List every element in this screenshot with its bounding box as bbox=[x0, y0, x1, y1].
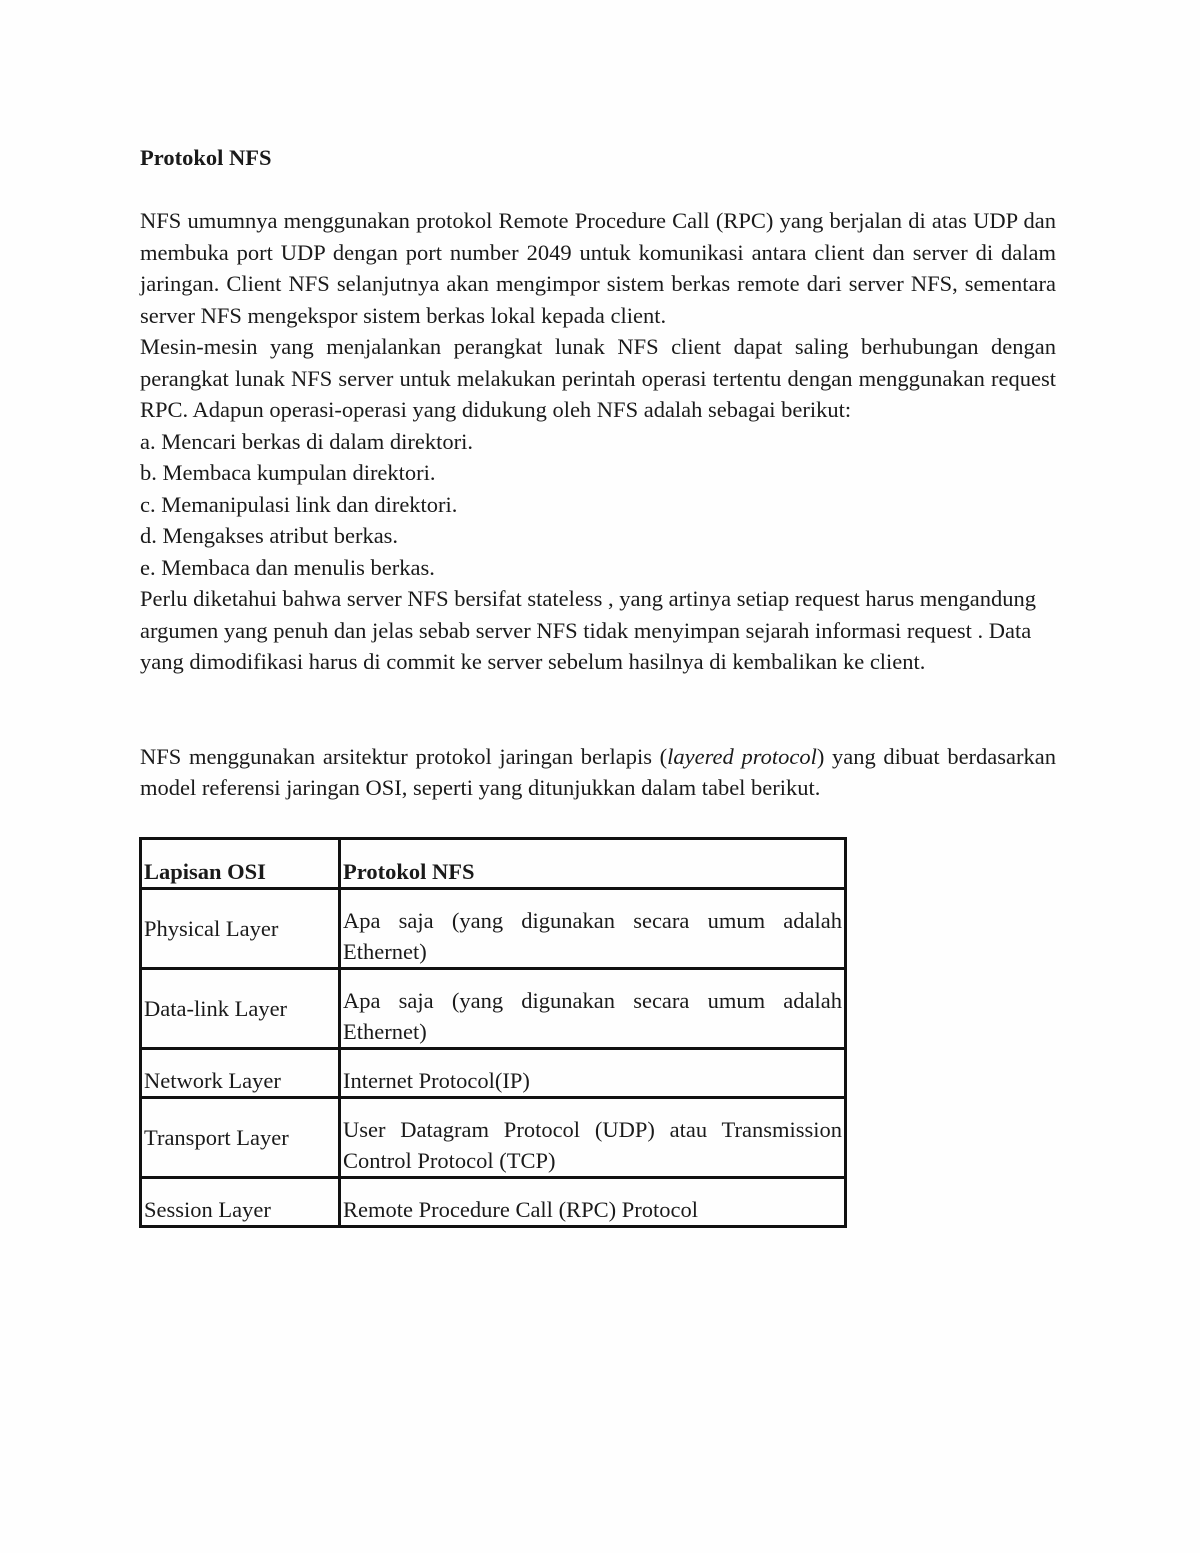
paragraph-layered-protocol bbox=[140, 741, 1056, 804]
cell-protocol: Remote Procedure Call (RPC) Protocol bbox=[340, 1177, 846, 1226]
list-item: c. Memanipulasi link dan direktori. bbox=[140, 491, 458, 517]
osi-nfs-table bbox=[139, 837, 847, 1228]
blank-line bbox=[140, 174, 1056, 206]
blank-line bbox=[140, 804, 1056, 837]
paragraph-stateless: Perlu diketahui bahwa server NFS bersifat stateless , yang artinya setiap request harus mengandung argumen yang penuh dan jelas sebab server NFS tidak menyimpan sejarah informasi request . Data yang dimodifikasi harus di commit ke server sebelum hasilnya di kembalikan ke client. bbox=[140, 586, 1037, 674]
list-item: d. Mengakses atribut berkas. bbox=[140, 523, 399, 548]
cell-layer: Data-link Layer bbox=[141, 968, 340, 1048]
cell-protocol: Apa saja (yang digunakan secara umum adalah Ethernet) bbox=[340, 968, 846, 1048]
table-row bbox=[141, 968, 846, 1048]
header-osi-layer: Lapisan OSI bbox=[141, 838, 340, 888]
cell-layer: Physical Layer bbox=[141, 888, 340, 968]
table-row bbox=[141, 1048, 846, 1097]
paragraph-rpc-intro: NFS umumnya menggunakan protokol Remote Procedure Call (RPC) yang berjalan di atas UDP dan membuka port UDP dengan port number 2049 untuk komunikasi antara client dan server di dalam jaringan. Client NFS selanjutnya akan mengimpor sistem berkas remote dari server NFS, sementara server NFS mengekspor sistem berkas lokal kepada client. bbox=[140, 208, 1056, 328]
cell-layer: Session Layer bbox=[141, 1177, 340, 1226]
cell-protocol: Apa saja (yang digunakan secara umum adalah Ethernet) bbox=[340, 888, 846, 968]
table-header-row bbox=[141, 838, 846, 888]
blank-lines bbox=[140, 678, 1056, 741]
list-item: b. Membaca kumpulan direktori. bbox=[140, 460, 436, 485]
list-item: a. Mencari berkas di dalam direktori. bbox=[140, 428, 473, 454]
operations-list bbox=[140, 426, 1056, 584]
paragraph-italic-term: layered protocol bbox=[667, 743, 817, 769]
paragraph-text-after: ) yang dibuat berdasarkan model referensi jaringan OSI, seperti yang ditunjukkan dalam tabel berikut. bbox=[140, 743, 1057, 800]
cell-layer: Transport Layer bbox=[141, 1097, 340, 1177]
table-row bbox=[141, 1097, 846, 1177]
table-row bbox=[141, 888, 846, 968]
header-nfs-protocol: Protokol NFS bbox=[340, 838, 846, 888]
list-item: e. Membaca dan menulis berkas. bbox=[140, 554, 435, 580]
cell-layer: Network Layer bbox=[141, 1048, 340, 1097]
paragraph-client-server: Mesin-mesin yang menjalankan perangkat lunak NFS client dapat saling berhubungan dengan perangkat lunak NFS server untuk melakukan perintah operasi tertentu dengan menggunakan request RPC. Adapun operasi-operasi yang didukung oleh NFS adalah sebagai berikut: bbox=[140, 334, 1056, 422]
document-body bbox=[140, 142, 1056, 1228]
cell-protocol: User Datagram Protocol (UDP) atau Transmission Control Protocol (TCP) bbox=[340, 1097, 846, 1177]
paragraph-text-before: NFS menggunakan arsitektur protokol jaringan berlapis ( bbox=[140, 743, 668, 769]
cell-protocol: Internet Protocol(IP) bbox=[340, 1048, 846, 1097]
table-row bbox=[141, 1177, 846, 1226]
document-title: Protokol NFS bbox=[140, 145, 272, 170]
